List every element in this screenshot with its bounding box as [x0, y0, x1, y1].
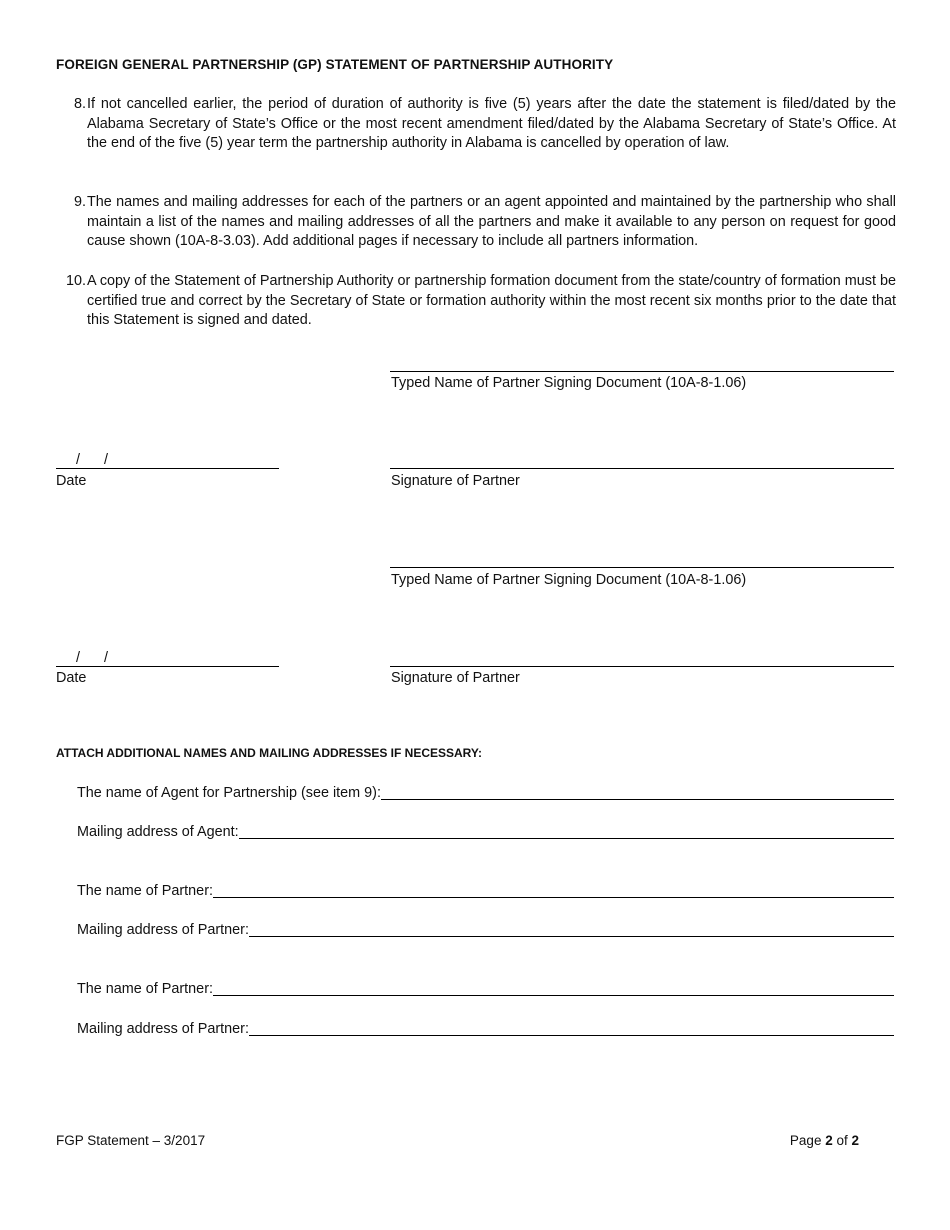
date-slashes-1: / / [56, 452, 108, 468]
partner-address-field-2[interactable] [77, 1018, 894, 1038]
field-label: Mailing address of Agent: [77, 824, 239, 840]
item-number: 9. [73, 194, 86, 210]
item-number: 8. [73, 96, 86, 112]
form-title: FOREIGN GENERAL PARTNERSHIP (GP) STATEMENT OF PARTNERSHIP AUTHORITY [56, 57, 614, 72]
signature-line-2[interactable] [390, 666, 894, 667]
field-label: Mailing address of Partner: [77, 922, 249, 938]
page-of: of [832, 1133, 852, 1148]
item-text: A copy of the Statement of Partnership Authority or partnership formation document from the state/country of formation must be certified true and correct by the Secretary of State or formation authority within the most recent six months prior to the date that this Statement is signed and dated. [87, 273, 896, 328]
field-line[interactable] [381, 798, 894, 800]
partner-name-field-1[interactable] [77, 880, 894, 900]
page-number [790, 1133, 859, 1148]
field-line[interactable] [249, 935, 894, 937]
page-prefix: Page [789, 1133, 826, 1148]
item-text: If not cancelled earlier, the period of duration of authority is five (5) years after the date the statement is filed/dated by the Alabama Secretary of State’s Office or the most recent amendment filed/dated by the Alabama Secretary of State’s Office. At the end of the five (5) year term the partnership authority in Alabama is cancelled by operation of law. [87, 96, 896, 151]
page-total: 2 [851, 1133, 859, 1148]
item-number: 10. [65, 273, 86, 289]
signature-label-2: Signature of Partner [391, 670, 520, 686]
field-label: The name of Agent for Partnership (see item 9): [77, 785, 381, 801]
typed-name-line-1[interactable] [390, 371, 894, 372]
signature-line-1[interactable] [390, 468, 894, 469]
signature-label-1: Signature of Partner [391, 473, 520, 489]
agent-name-field[interactable] [77, 782, 894, 802]
field-line[interactable] [213, 994, 894, 996]
instruction-item-8 [56, 95, 896, 175]
instruction-item-10 [56, 272, 896, 332]
attach-heading: ATTACH ADDITIONAL NAMES AND MAILING ADDRESSES IF NECESSARY: [56, 746, 483, 760]
agent-address-field[interactable] [77, 821, 894, 841]
date-line-2[interactable] [56, 666, 279, 667]
typed-name-label-1: Typed Name of Partner Signing Document (10A-8-1.06) [391, 375, 747, 391]
field-label: The name of Partner: [77, 883, 213, 899]
field-line[interactable] [249, 1034, 894, 1036]
field-label: The name of Partner: [77, 981, 213, 997]
typed-name-label-2: Typed Name of Partner Signing Document (10A-8-1.06) [391, 572, 747, 588]
date-slashes-2: / / [56, 650, 108, 666]
field-line[interactable] [213, 896, 894, 898]
typed-name-line-2[interactable] [390, 567, 894, 568]
date-label-1: Date [56, 473, 87, 489]
field-label: Mailing address of Partner: [77, 1021, 249, 1037]
page-current: 2 [825, 1133, 833, 1148]
footer-form-id: FGP Statement – 3/2017 [56, 1133, 206, 1148]
field-line[interactable] [239, 837, 894, 839]
partner-name-field-2[interactable] [77, 978, 894, 998]
item-text: The names and mailing addresses for each of the partners or an agent appointed and maintained by the partnership who shall maintain a list of the names and mailing addresses of all the partners and make it available to any person on request for good cause shown (10A-8-3.03). Add additional pages if necessary to include all partners information. [87, 194, 896, 249]
date-line-1[interactable] [56, 468, 279, 469]
date-label-2: Date [56, 670, 87, 686]
instruction-item-9 [56, 193, 896, 253]
partner-address-field-1[interactable] [77, 919, 894, 939]
